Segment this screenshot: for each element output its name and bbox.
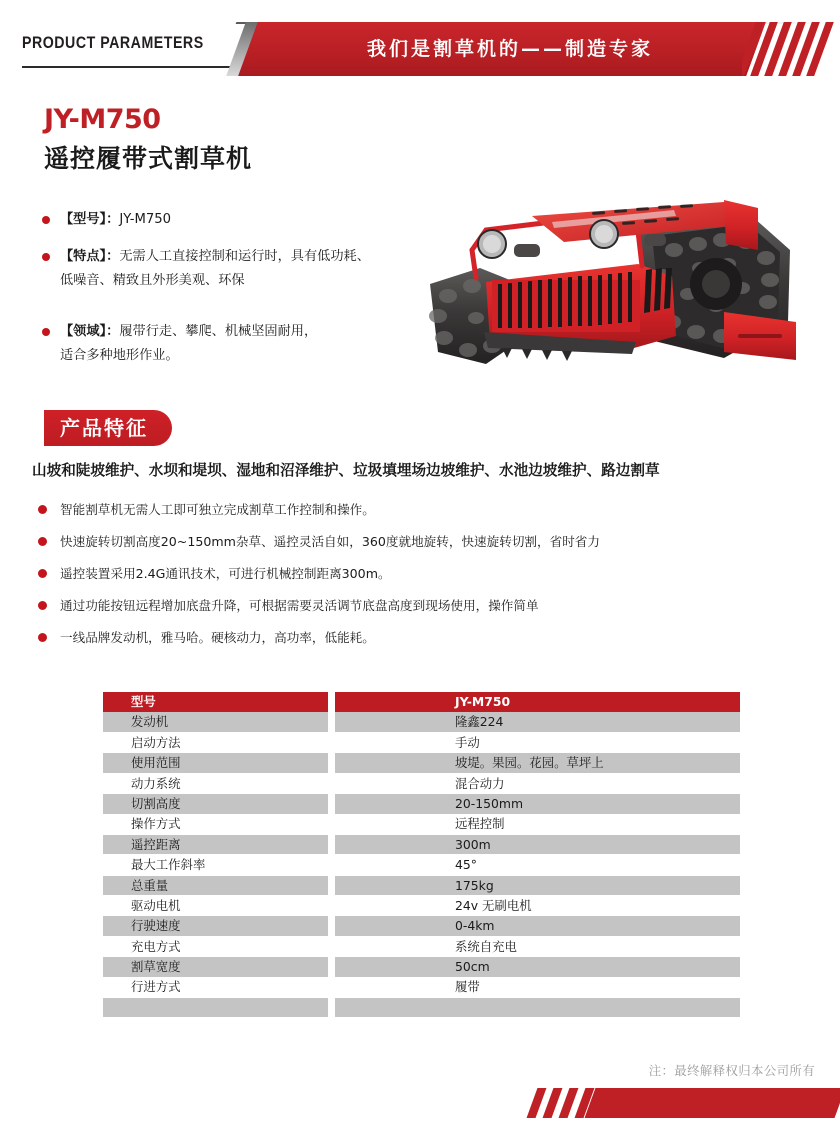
spec-value: 24v 无刷电机 [455,897,532,913]
header-slogan: 我们是割草机的——制造专家 [366,38,653,60]
list-item [38,500,808,532]
spec-value: 300m [335,835,740,855]
table-row [103,814,740,834]
list-item [38,564,808,596]
footer-disclaimer: 注：最终解释权归本公司所有 [648,1063,815,1078]
list-item [38,628,808,660]
table-row [103,876,740,896]
rear-box [724,200,758,250]
highlight-text: 履带行走、攀爬、机械坚固耐用， [119,324,318,339]
bullet-dot-icon [42,216,50,224]
bullet-dot-icon [38,601,47,610]
highlight-text: 无需人工直接控制和运行时，具有低功耗、 [119,249,370,264]
highlight-label: 【型号】： [60,212,120,227]
section-badge-product-features: 产品特征 [44,410,172,446]
list-item [42,320,442,368]
spec-value: 隆鑫224 [335,712,740,732]
side-vents [644,268,672,313]
highlight-text: JY-M750 [119,212,172,227]
front-grille [492,272,640,332]
table-row [103,794,740,814]
table-row [103,855,740,875]
spec-key: 操作方式 [131,816,181,832]
highlight-label: 【领域】： [60,324,120,339]
table-row [103,957,740,977]
bullet-dot-icon [38,569,47,578]
specification-table [103,692,740,1018]
spec-key: 启动方法 [131,734,181,750]
highlight-text-continued: 低噪音、精致且外形美观、环保 [60,273,245,288]
spec-value: 远程控制 [455,816,505,832]
product-highlights-list [42,208,442,381]
bullet-dot-icon [38,537,47,546]
spec-key: 行驶速度 [103,916,328,936]
spec-key: 最大工作斜率 [131,857,206,873]
list-item [42,208,442,232]
header-left-title: PRODUCT PARAMETERS [22,34,204,52]
spec-key: 总重量 [103,876,328,896]
table-row [103,753,740,773]
spec-value: 混合动力 [455,775,505,791]
spec-value: 手动 [455,734,480,750]
headlamp-right [590,220,618,248]
spec-key: 驱动电机 [131,897,181,913]
table-row [103,712,740,732]
feature-text: 通过功能按钮远程增加底盘升降，可根据需要灵活调节底盘高度到现场使用，操作简单 [60,598,539,613]
highlight-text-continued: 适合多种地形作业。 [60,348,179,363]
table-row [103,916,740,936]
product-name-title: 遥控履带式割草机 [44,144,253,173]
table-header-key: 型号 [103,692,328,712]
product-photo [424,172,828,390]
table-row-empty [103,998,740,1018]
spec-value [335,998,740,1018]
list-item [38,532,808,564]
spec-key [103,998,328,1018]
spec-key: 使用范围 [103,753,328,773]
spec-value: 坡堤。果园。花园。草坪上 [335,753,740,773]
feature-text: 快速旋转切割高度20~150mm杂草、遥控灵活自如，360度就地旋转，快速旋转切割，省时省力 [60,534,600,549]
footer-bar-solid [585,1088,840,1118]
spec-value: 45° [455,857,477,873]
table-row [103,774,740,794]
highlight-label: 【特点】： [60,249,120,264]
spec-key: 切割高度 [103,794,328,814]
page-header [0,22,840,76]
headlamp-left [478,230,506,258]
spec-value: 175kg [335,876,740,896]
feature-text: 智能割草机无需人工即可独立完成割草工作控制和操作。 [60,502,375,517]
feature-text: 一线品牌发动机，雅马哈。硬核动力，高功率，低能耗。 [60,630,375,645]
table-header-value: JY-M750 [335,692,740,712]
spec-value: 履带 [455,979,480,995]
bullet-dot-icon [42,328,50,336]
spec-key: 动力系统 [131,775,181,791]
table-row [103,896,740,916]
spacer [42,306,442,320]
table-row [103,835,740,855]
spec-value: 20-150mm [335,794,740,814]
header-stripe-group [742,22,838,76]
feature-bullet-list [38,500,808,660]
list-item [38,596,808,628]
product-model-title: JY-M750 [44,104,161,135]
spec-value: 系统自充电 [455,938,517,954]
list-item [42,245,442,293]
bullet-dot-icon [38,505,47,514]
spec-key: 割草宽度 [103,957,328,977]
table-row [103,977,740,997]
section-subtitle: 山坡和陡坡维护、水坝和堤坝、湿地和沼泽维护、垃圾填埋场边坡维护、水池边坡维护、路边割草 [32,462,660,479]
feature-text: 遥控装置采用2.4G通讯技术，可进行机械控制距离300m。 [60,566,391,581]
spec-key: 遥控距离 [103,835,328,855]
spec-value: 0-4km [335,916,740,936]
footer-red-bar [520,1088,840,1118]
spec-key: 发动机 [103,712,328,732]
table-header-row [103,692,740,712]
spec-value: 50cm [335,957,740,977]
bullet-dot-icon [38,633,47,642]
table-row [103,937,740,957]
bullet-dot-icon [42,253,50,261]
table-row [103,733,740,753]
spec-key: 充电方式 [131,938,181,954]
header-underline [22,66,232,68]
spec-key: 行进方式 [131,979,181,995]
